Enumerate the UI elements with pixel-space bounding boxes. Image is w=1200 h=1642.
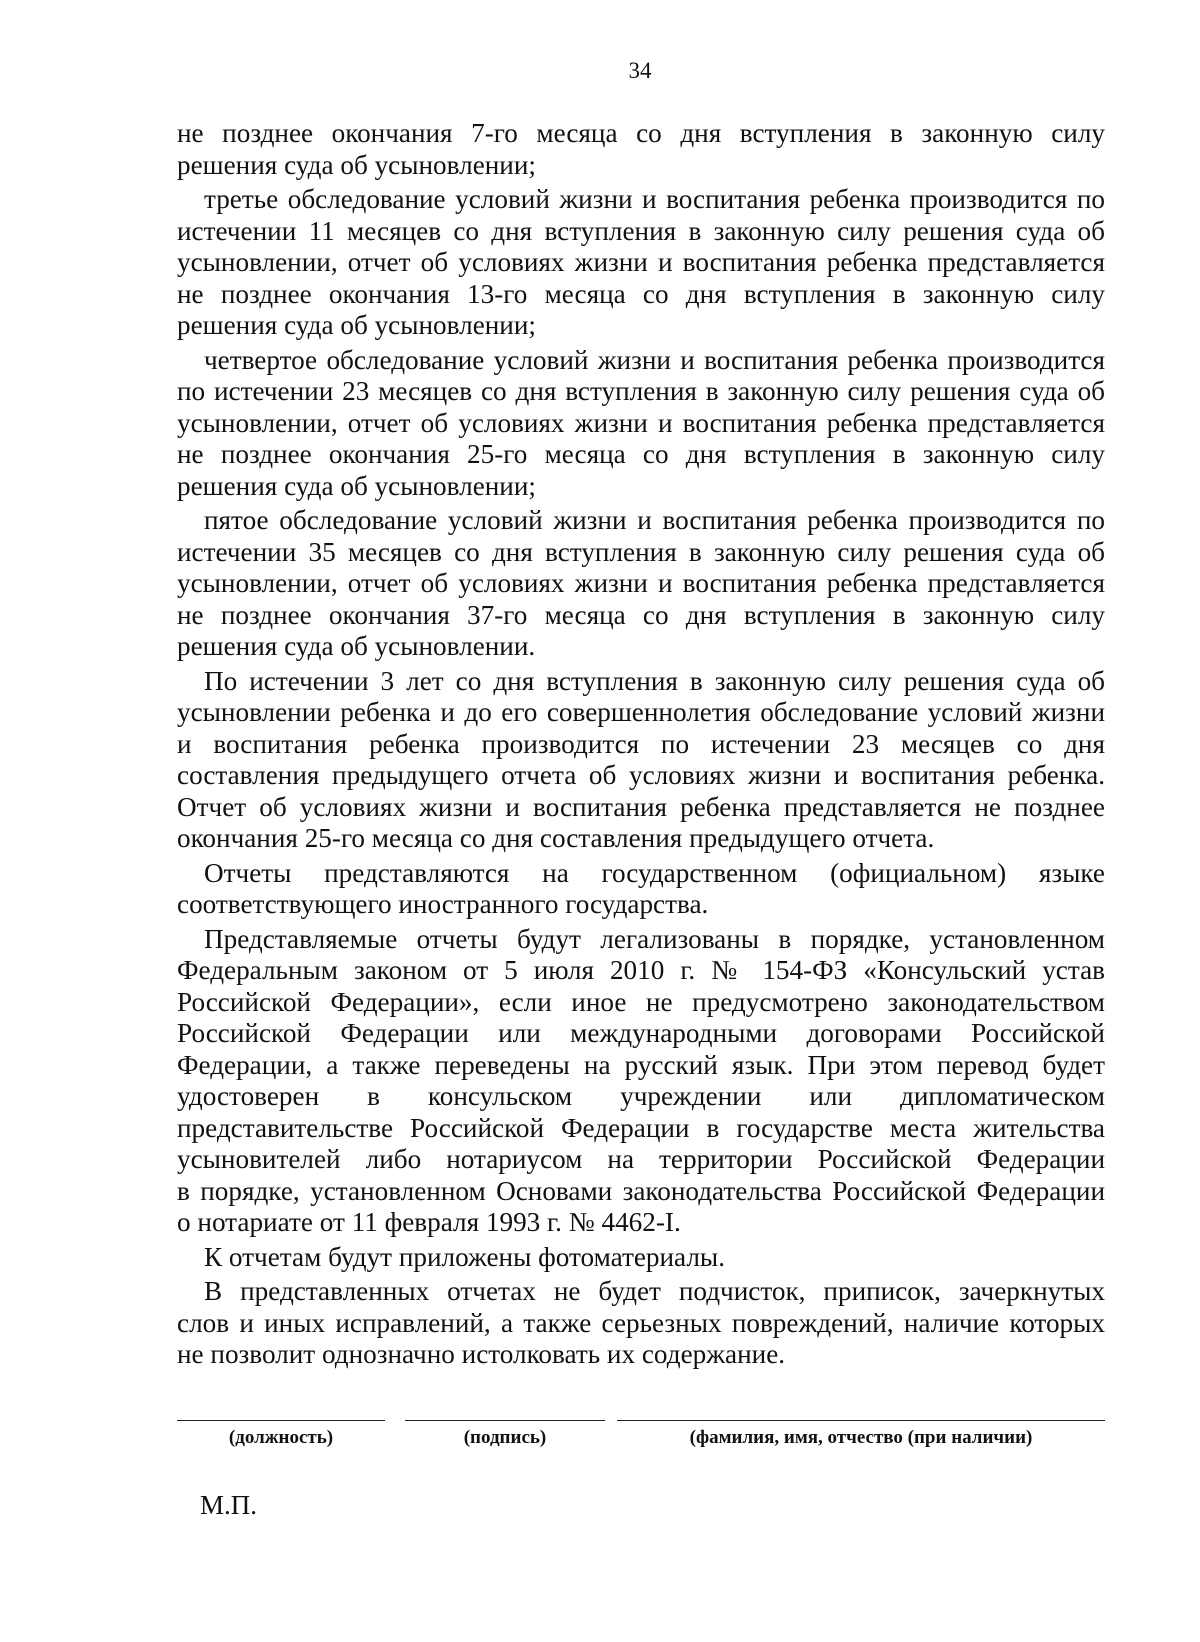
- text-line: третье обследование условий жизни и воспитания ребенка производится по: [204, 184, 1105, 214]
- full-name-caption: (фамилия, имя, отчество (при наличии): [689, 1427, 1033, 1448]
- text-line: Российской Федерации», если иное не предусмотрено законодательством: [177, 986, 1105, 1017]
- text-line: по истечении 23 месяцев со дня вступления в законную силу решения суда об: [177, 376, 1105, 406]
- paragraph: [177, 345, 1105, 503]
- text-line: пятое обследование условий жизни и воспитания ребенка производится по: [204, 505, 1105, 535]
- text-line: окончания 25-го месяца со дня составления предыдущего отчета.: [177, 823, 935, 853]
- signature-caption: (подпись): [463, 1427, 547, 1448]
- paragraph: [177, 1242, 1105, 1274]
- text-line: решения суда об усыновлении.: [177, 631, 536, 661]
- paragraph: [177, 505, 1105, 663]
- document-body: [177, 118, 1105, 1371]
- position-line: [177, 1420, 385, 1421]
- text-line: не позволит однозначно истолковать их содержание.: [177, 1339, 786, 1369]
- text-line: представительстве Российской Федерации в государстве места жительства: [177, 1112, 1105, 1143]
- paragraph: [177, 1276, 1105, 1371]
- text-line: в порядке, установленном Основами законодательства Российской Федерации: [177, 1175, 1105, 1206]
- full-name-line: [617, 1420, 1105, 1421]
- text-line: четвертое обследование условий жизни и воспитания ребенка производится: [204, 344, 1105, 375]
- paragraph: [177, 666, 1105, 855]
- text-line: не позднее окончания 7-го месяца со дня вступления в законную силу: [177, 118, 1105, 148]
- text-line: истечении 11 месяцев со дня вступления в законную силу решения суда об: [177, 215, 1105, 246]
- text-line: не позднее окончания 25-го месяца со дня вступления в законную силу: [177, 439, 1105, 469]
- text-line: слов и иных исправлений, а также серьезных повреждений, наличие которых: [177, 1307, 1105, 1338]
- position-field: [177, 1420, 385, 1449]
- text-line: не позднее окончания 13-го месяца со дня вступления в законную силу: [177, 278, 1105, 309]
- text-line: удостоверен в консульском учреждении или дипломатическом: [177, 1081, 1105, 1111]
- text-line: усыновлении, отчет об условиях жизни и воспитания ребенка представляется: [177, 568, 1105, 598]
- signature-block: [177, 1420, 1105, 1480]
- text-line: Российской Федерации или международными договорами Российской: [177, 1018, 1105, 1048]
- text-line: усыновлении, отчет об условиях жизни и воспитания ребенка представляется: [177, 247, 1105, 277]
- text-line: решения суда об усыновлении;: [177, 470, 536, 501]
- paragraph: [177, 858, 1105, 921]
- text-line: и воспитания ребенка производится по истечении 23 месяцев со дня: [177, 728, 1105, 759]
- text-line: К отчетам будут приложены фотоматериалы.: [204, 1241, 725, 1272]
- text-line: о нотариате от 11 февраля 1993 г. № 4462-I.: [177, 1207, 681, 1237]
- text-line: соответствующего иностранного государства.: [177, 889, 709, 919]
- seal-place-mark: М.П.: [200, 1490, 258, 1520]
- paragraph: [177, 924, 1105, 1239]
- text-line: В представленных отчетах не будет подчисток, приписок, зачеркнутых: [204, 1276, 1105, 1306]
- text-line: Федеральным законом от 5 июля 2010 г. № 154-ФЗ «Консульский устав: [177, 955, 1105, 985]
- text-line: решения суда об усыновлении;: [177, 149, 536, 180]
- text-line: Представляемые отчеты будут легализованы в порядке, установленном: [204, 923, 1105, 954]
- text-line: усыновителей либо нотариусом на территории Российской Федерации: [177, 1144, 1105, 1174]
- text-line: истечении 35 месяцев со дня вступления в законную силу решения суда об: [177, 536, 1105, 567]
- text-line: решения суда об усыновлении;: [177, 310, 536, 340]
- full-name-field: [617, 1420, 1105, 1449]
- text-line: усыновлении, отчет об условиях жизни и воспитания ребенка представляется: [177, 407, 1105, 438]
- position-caption: (должность): [228, 1427, 334, 1448]
- page-number: 34: [628, 58, 652, 83]
- text-line: Федерации, а также переведены на русский язык. При этом перевод будет: [177, 1049, 1105, 1080]
- text-line: составления предыдущего отчета об условиях жизни и воспитания ребенка.: [177, 760, 1105, 790]
- paragraph: [177, 118, 1105, 181]
- paragraph: [177, 184, 1105, 342]
- signature-field: [405, 1420, 605, 1449]
- signature-line: [405, 1420, 605, 1421]
- text-line: Отчет об условиях жизни и воспитания ребенка представляется не позднее: [177, 791, 1105, 822]
- text-line: По истечении 3 лет со дня вступления в законную силу решения суда об: [204, 665, 1105, 696]
- text-line: не позднее окончания 37-го месяца со дня вступления в законную силу: [177, 599, 1105, 630]
- text-line: усыновлении ребенка и до его совершеннолетия обследование условий жизни: [177, 697, 1105, 727]
- text-line: Отчеты представляются на государственном (официальном) языке: [204, 857, 1105, 888]
